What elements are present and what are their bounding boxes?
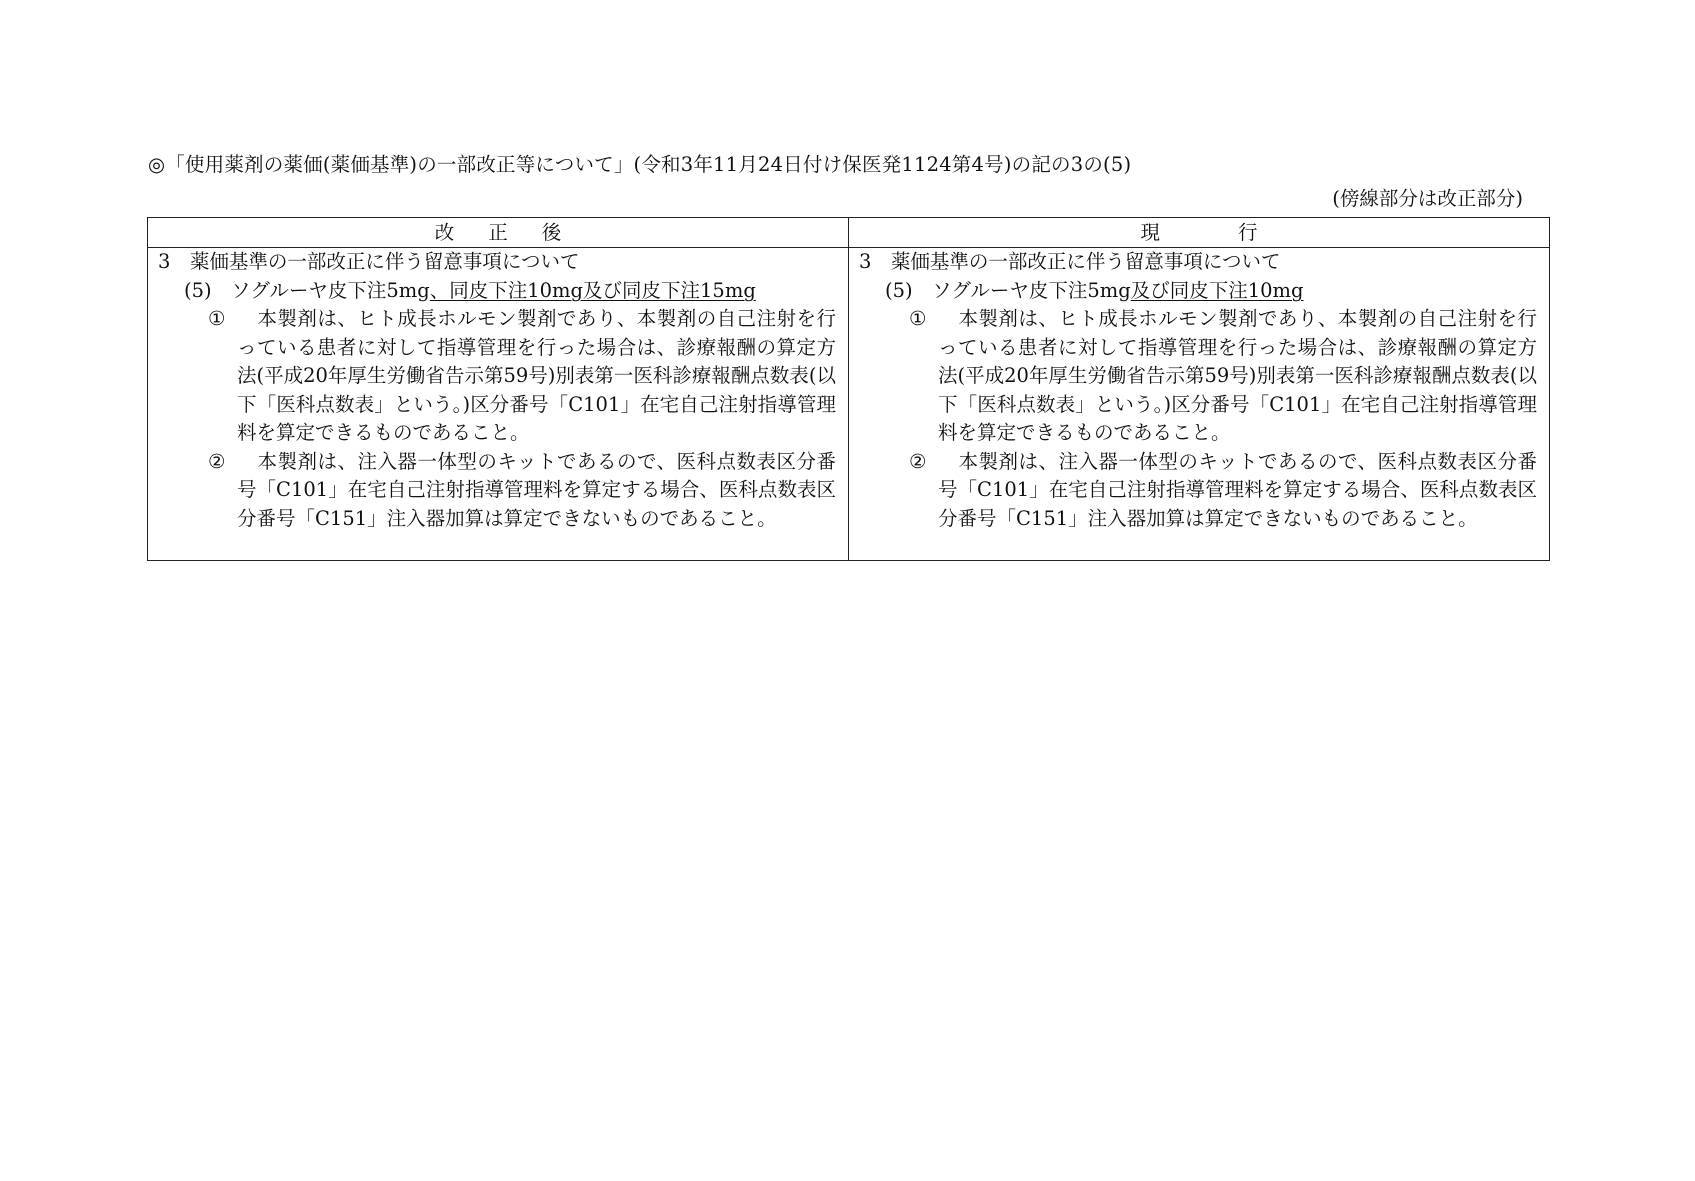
list-item bbox=[859, 448, 1537, 534]
table-body-row bbox=[148, 248, 1550, 561]
cell-current bbox=[849, 248, 1550, 561]
header-after-revision bbox=[148, 218, 849, 248]
item-number: ① bbox=[208, 307, 226, 330]
list-item bbox=[859, 305, 1537, 448]
subsection-heading bbox=[859, 277, 1539, 306]
item-text: 本製剤は、注入器一体型のキットであるので、医科点数表区分番号「C101」在宅自己注射指導管理料を算定する場合、医科点数表区分番号「C151」注入器加算は算定できないものであること。 bbox=[938, 449, 1537, 530]
amended-text: 、同皮下注10mg及び同皮下注15mg bbox=[429, 278, 756, 302]
amended-text: 及び同皮下注10mg bbox=[1130, 278, 1304, 302]
header-current bbox=[849, 218, 1550, 248]
item-number: ① bbox=[909, 307, 927, 330]
item-text: 本製剤は、注入器一体型のキットであるので、医科点数表区分番号「C101」在宅自己注射指導管理料を算定する場合、医科点数表区分番号「C151」注入器加算は算定できないものであること。 bbox=[237, 449, 836, 530]
item-number: ② bbox=[909, 449, 927, 473]
section-heading: 3 薬価基準の一部改正に伴う留意事項について bbox=[859, 250, 1281, 273]
item-number: ② bbox=[208, 449, 226, 473]
subsection-prefix: (5) ソグルーヤ皮下注5mg bbox=[184, 278, 430, 302]
list-item bbox=[158, 305, 836, 448]
item-text: 本製剤は、ヒト成長ホルモン製剤であり、本製剤の自己注射を行っている患者に対して指導管理を行った場合は、診療報酬の算定方法(平成20年厚生労働省告示第59号)別表第一医科診療報酬点数表(以下「医科点数表」という。)区分番号「C101」在宅自己注射指導管理料を算定できるものであること。 bbox=[938, 307, 1537, 444]
item-text: 本製剤は、ヒト成長ホルモン製剤であり、本製剤の自己注射を行っている患者に対して指導管理を行った場合は、診療報酬の算定方法(平成20年厚生労働省告示第59号)別表第一医科診療報酬点数表(以下「医科点数表」という。)区分番号「C101」在宅自己注射指導管理料を算定できるものであること。 bbox=[237, 307, 836, 444]
cell-after-revision bbox=[148, 248, 849, 561]
document-title: ◎「使用薬剤の薬価(薬価基準)の一部改正等について」(令和3年11月24日付け保医発1124第4号)の記の3の(5) bbox=[148, 153, 1132, 176]
header-after-label: 改正後 bbox=[434, 221, 596, 244]
header-current-label: 現行 bbox=[1140, 221, 1336, 244]
comparison-table bbox=[147, 217, 1550, 561]
table-header-row bbox=[148, 218, 1550, 248]
list-item bbox=[158, 448, 836, 534]
subsection-heading bbox=[158, 277, 838, 306]
subsection-prefix: (5) ソグルーヤ皮下注5mg bbox=[885, 278, 1131, 302]
underline-note: (傍線部分は改正部分) bbox=[1332, 187, 1523, 210]
section-heading: 3 薬価基準の一部改正に伴う留意事項について bbox=[158, 250, 580, 273]
